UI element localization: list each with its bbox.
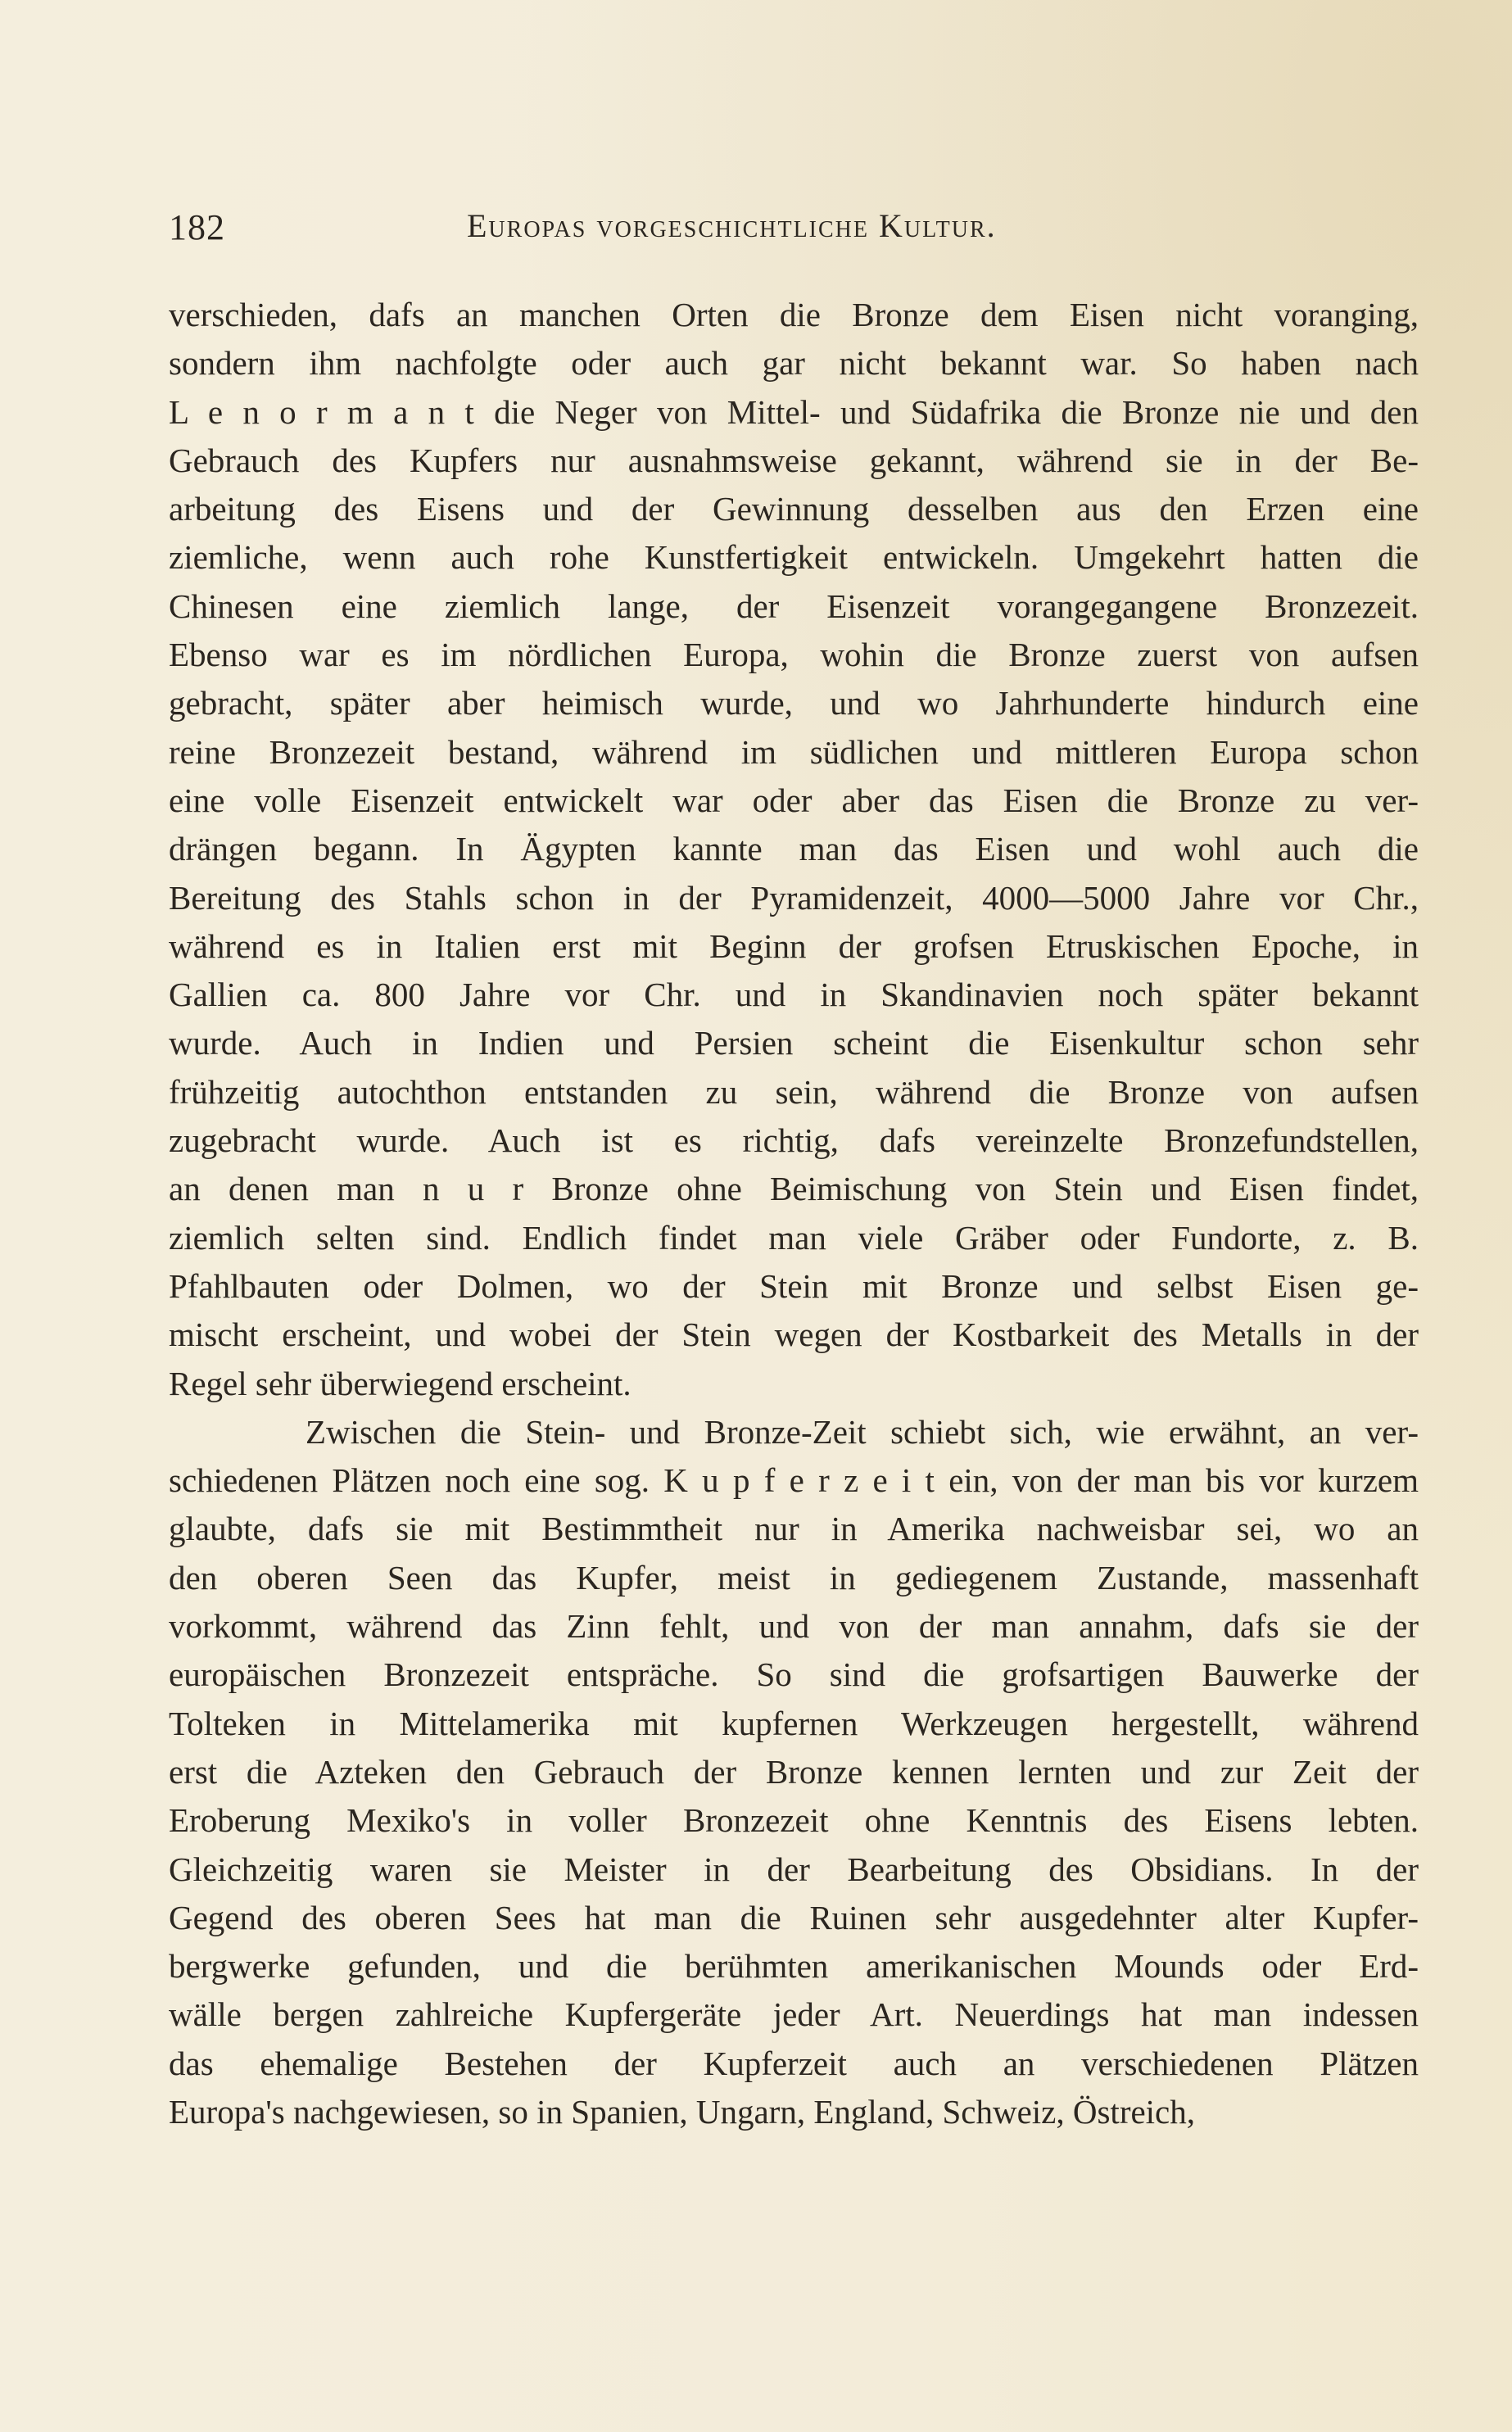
text-line: schiedenen Plätzen noch eine sog. K u p f e r z e i t ein, von der man bis vor kurzem <box>169 1461 1419 1500</box>
text-line: arbeitung des Eisens und der Gewinnung desselben aus den Erzen eine <box>169 490 1419 528</box>
text-line: wälle bergen zahlreiche Kupfergeräte jeder Art. Neuerdings hat man indessen <box>169 1995 1419 2034</box>
text-line: Eroberung Mexiko's in voller Bronzezeit ohne Kenntnis des Eisens lebten. <box>169 1801 1419 1840</box>
text-line: Bereitung des Stahls schon in der Pyramidenzeit, 4000—5000 Jahre vor Chr., <box>169 878 1419 917</box>
page-header <box>169 206 1134 256</box>
text-line: während es in Italien erst mit Beginn der grofsen Etruskischen Epoche, in <box>169 926 1419 965</box>
text-line: das ehemalige Bestehen der Kupferzeit auch an verschiedenen Plätzen <box>169 2044 1419 2082</box>
text-line: gebracht, später aber heimisch wurde, und wo Jahrhunderte hindurch eine <box>169 684 1419 722</box>
paragraph-2 <box>169 1408 1419 2136</box>
text-line: sondern ihm nachfolgte oder auch gar nicht bekannt war. So haben nach <box>169 344 1419 383</box>
text-line: reine Bronzezeit bestand, während im südlichen und mittleren Europa schon <box>169 732 1419 771</box>
text-line: eine volle Eisenzeit entwickelt war oder aber das Eisen die Bronze zu ver- <box>169 781 1419 819</box>
running-title: Europas vorgeschichtliche Kultur. <box>467 207 997 244</box>
text-line: Gallien ca. 800 Jahre vor Chr. und in Skandinavien noch später bekannt <box>169 976 1419 1014</box>
text-line: mischt erscheint, und wobei der Stein wegen der Kostbarkeit des Metalls in der <box>169 1316 1419 1354</box>
text-line: Pfahlbauten oder Dolmen, wo der Stein mit Bronze und selbst Eisen ge- <box>169 1266 1419 1305</box>
text-line: Ebenso war es im nördlichen Europa, wohin die Bronze zuerst von aufsen <box>169 636 1419 674</box>
text-line: Regel sehr überwiegend erscheint. <box>169 1364 632 1402</box>
text-line: Chinesen eine ziemlich lange, der Eisenzeit vorangegangene Bronzezeit. <box>169 586 1419 625</box>
text-line: erst die Azteken den Gebrauch der Bronze kennen lernten und zur Zeit der <box>169 1752 1419 1791</box>
text-line: verschieden, dafs an manchen Orten die Bronze dem Eisen nicht voranging, <box>169 296 1419 333</box>
paragraph-1 <box>169 291 1419 1408</box>
text-line: L e n o r m a n t die Neger von Mittel- und Südafrika die Bronze nie und den <box>169 392 1419 431</box>
page-number: 182 <box>169 207 225 247</box>
text-line: bergwerke gefunden, und die berühmten amerikanischen Mounds oder Erd- <box>169 1947 1419 1986</box>
text-line: Europa's nachgewiesen, so in Spanien, Ungarn, England, Schweiz, Östreich, <box>169 2092 1196 2131</box>
text-line: zugebracht wurde. Auch ist es richtig, dafs vereinzelte Bronzefundstellen, <box>169 1121 1419 1160</box>
paragraphs <box>169 291 1419 2136</box>
text-line: Zwischen die Stein- und Bronze-Zeit schiebt sich, wie erwähnt, an ver- <box>306 1412 1419 1451</box>
body-text <box>169 291 1419 2136</box>
text-line: ziemlich selten sind. Endlich findet man viele Gräber oder Fundorte, z. B. <box>169 1218 1419 1257</box>
text-line: Gleichzeitig waren sie Meister in der Bearbeitung des Obsidians. In der <box>169 1850 1419 1888</box>
text-line: frühzeitig autochthon entstanden zu sein, während die Bronze von aufsen <box>169 1072 1419 1111</box>
text-line: drängen begann. In Ägypten kannte man das Eisen und wohl auch die <box>169 830 1419 868</box>
text-line: glaubte, dafs sie mit Bestimmtheit nur in Amerika nachweisbar sei, wo an <box>169 1510 1419 1548</box>
text-line: wurde. Auch in Indien und Persien scheint die Eisenkultur schon sehr <box>169 1024 1419 1062</box>
text-line: Gegend des oberen Sees hat man die Ruinen sehr ausgedehnter alter Kupfer- <box>169 1898 1419 1936</box>
text-line: den oberen Seen das Kupfer, meist in gediegenem Zustande, massenhaft <box>169 1558 1419 1596</box>
text-line: ziemliche, wenn auch rohe Kunstfertigkeit entwickeln. Umgekehrt hatten die <box>169 538 1419 577</box>
text-line: Gebrauch des Kupfers nur ausnahmsweise gekannt, während sie in der Be- <box>169 441 1419 479</box>
text-line: an denen man n u r Bronze ohne Beimischung von Stein und Eisen findet, <box>169 1170 1419 1208</box>
text-line: vorkommt, während das Zinn fehlt, und von der man annahm, dafs sie der <box>169 1607 1419 1646</box>
text-line: Tolteken in Mittelamerika mit kupfernen Werkzeugen hergestellt, während <box>169 1704 1419 1742</box>
text-line: europäischen Bronzezeit entspräche. So sind die grofsartigen Bauwerke der <box>169 1655 1419 1694</box>
